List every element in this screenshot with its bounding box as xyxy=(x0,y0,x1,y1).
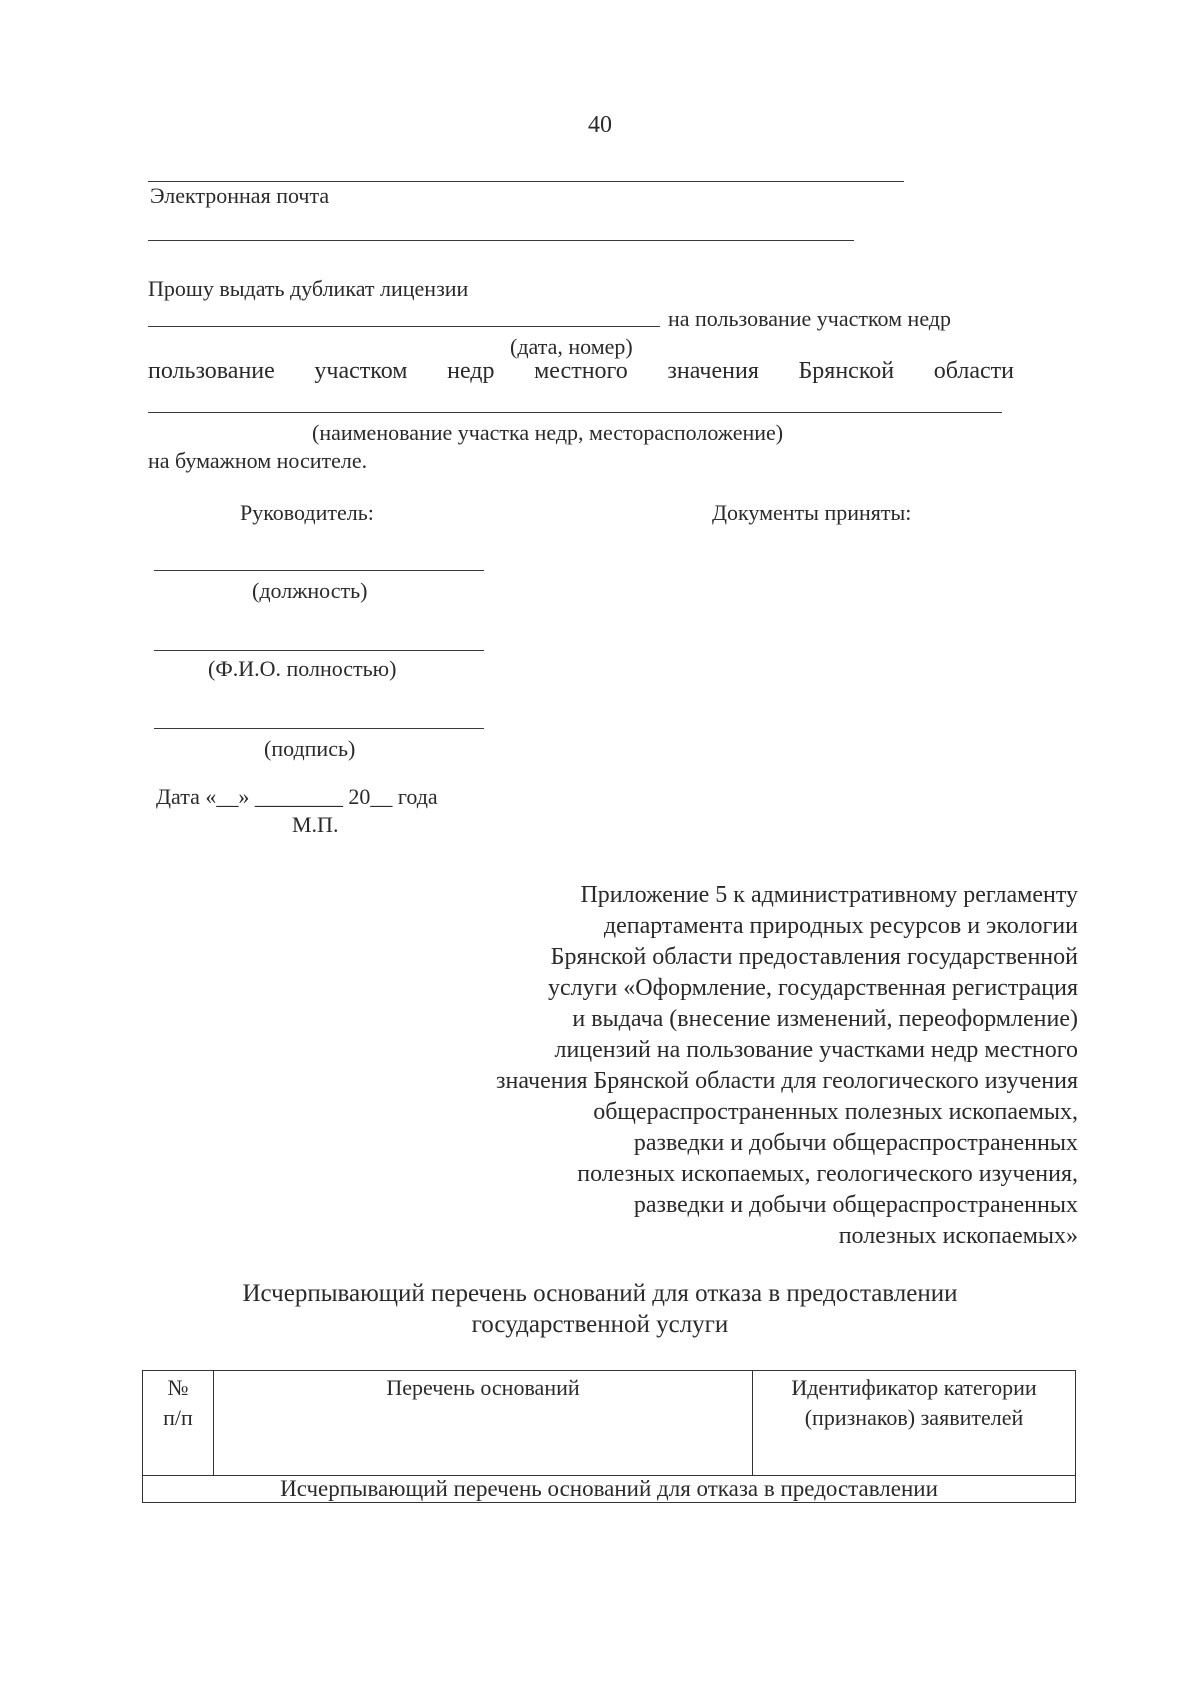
appendix-header xyxy=(378,880,1078,1252)
appendix-line: Приложение 5 к административному регламенту xyxy=(580,882,1078,908)
email-label: Электронная почта xyxy=(150,183,330,208)
appendix-line: и выдача (внесение изменений, переоформление) xyxy=(572,1006,1078,1032)
signature-caption: (подпись) xyxy=(264,736,356,761)
usage-word: недр xyxy=(447,358,495,384)
usage-word: местного xyxy=(534,358,628,384)
header-number-symbol: № xyxy=(167,1375,189,1400)
position-line xyxy=(154,570,484,571)
fullname-line xyxy=(154,650,484,651)
seal-place: М.П. xyxy=(292,812,339,837)
rule-above-email xyxy=(148,181,904,182)
appendix-line: разведки и добычи общераспространенных xyxy=(633,1130,1078,1156)
usage-word: области xyxy=(933,358,1014,384)
license-right-text: на пользование участком недр xyxy=(668,306,951,331)
table-row xyxy=(143,1476,1076,1503)
appendix-line: разведки и добычи общераспространенных xyxy=(633,1192,1078,1218)
appendix-line: Брянской области предоставления государственной xyxy=(550,944,1078,970)
usage-word: пользование xyxy=(148,358,275,384)
refusal-reasons-table xyxy=(142,1370,1076,1503)
usage-word: значения xyxy=(667,358,759,384)
header-identifier-line: Идентификатор категории xyxy=(791,1375,1037,1400)
table-header-row xyxy=(143,1371,1076,1476)
appendix-line: департамента природных ресурсов и экологии xyxy=(603,913,1078,939)
site-name-line xyxy=(148,412,1002,413)
appendix-line: общераспространенных полезных ископаемых, xyxy=(593,1099,1078,1125)
signature-line xyxy=(154,728,484,729)
section-title-line: Исчерпывающий перечень оснований для отказа в предоставлении xyxy=(242,1280,958,1307)
date-number-caption: (дата, номер) xyxy=(510,334,633,359)
section-title-line: государственной услуги xyxy=(471,1311,729,1338)
appendix-line: услуги «Оформление, государственная регистрация xyxy=(547,975,1078,1001)
page-number: 40 xyxy=(588,112,612,138)
paper-medium-text: на бумажном носителе. xyxy=(148,448,368,473)
position-caption: (должность) xyxy=(252,578,368,603)
fullname-caption: (Ф.И.О. полностью) xyxy=(208,656,397,681)
site-caption: (наименование участка недр, месторасположение) xyxy=(312,420,784,445)
head-label: Руководитель: xyxy=(240,500,374,525)
usage-word: участком xyxy=(314,358,408,384)
request-text: Прошу выдать дубликат лицензии xyxy=(148,276,469,301)
header-cell-identifier xyxy=(753,1371,1076,1476)
header-cell-number xyxy=(143,1371,214,1476)
usage-word: Брянской xyxy=(798,358,895,384)
date-line: Дата «__» ________ 20__ года xyxy=(156,784,438,809)
email-field-line xyxy=(148,240,854,241)
table-span-cell: Исчерпывающий перечень оснований для отказа в предоставлении xyxy=(143,1476,1076,1503)
header-cell-reasons: Перечень оснований xyxy=(214,1371,753,1476)
docs-accepted-label: Документы приняты: xyxy=(712,500,912,525)
appendix-line: значения Брянской области для геологического изучения xyxy=(496,1068,1078,1094)
appendix-line: полезных ископаемых, геологического изучения, xyxy=(577,1161,1078,1187)
section-title xyxy=(0,1278,1200,1340)
appendix-line: лицензий на пользование участками недр местного xyxy=(554,1037,1078,1063)
usage-justified-row xyxy=(148,358,1014,385)
header-number-abbrev: п/п xyxy=(163,1405,193,1430)
header-identifier-line: (признаков) заявителей xyxy=(804,1405,1024,1430)
appendix-line: полезных ископаемых» xyxy=(838,1223,1078,1249)
license-date-number-line xyxy=(148,326,660,327)
